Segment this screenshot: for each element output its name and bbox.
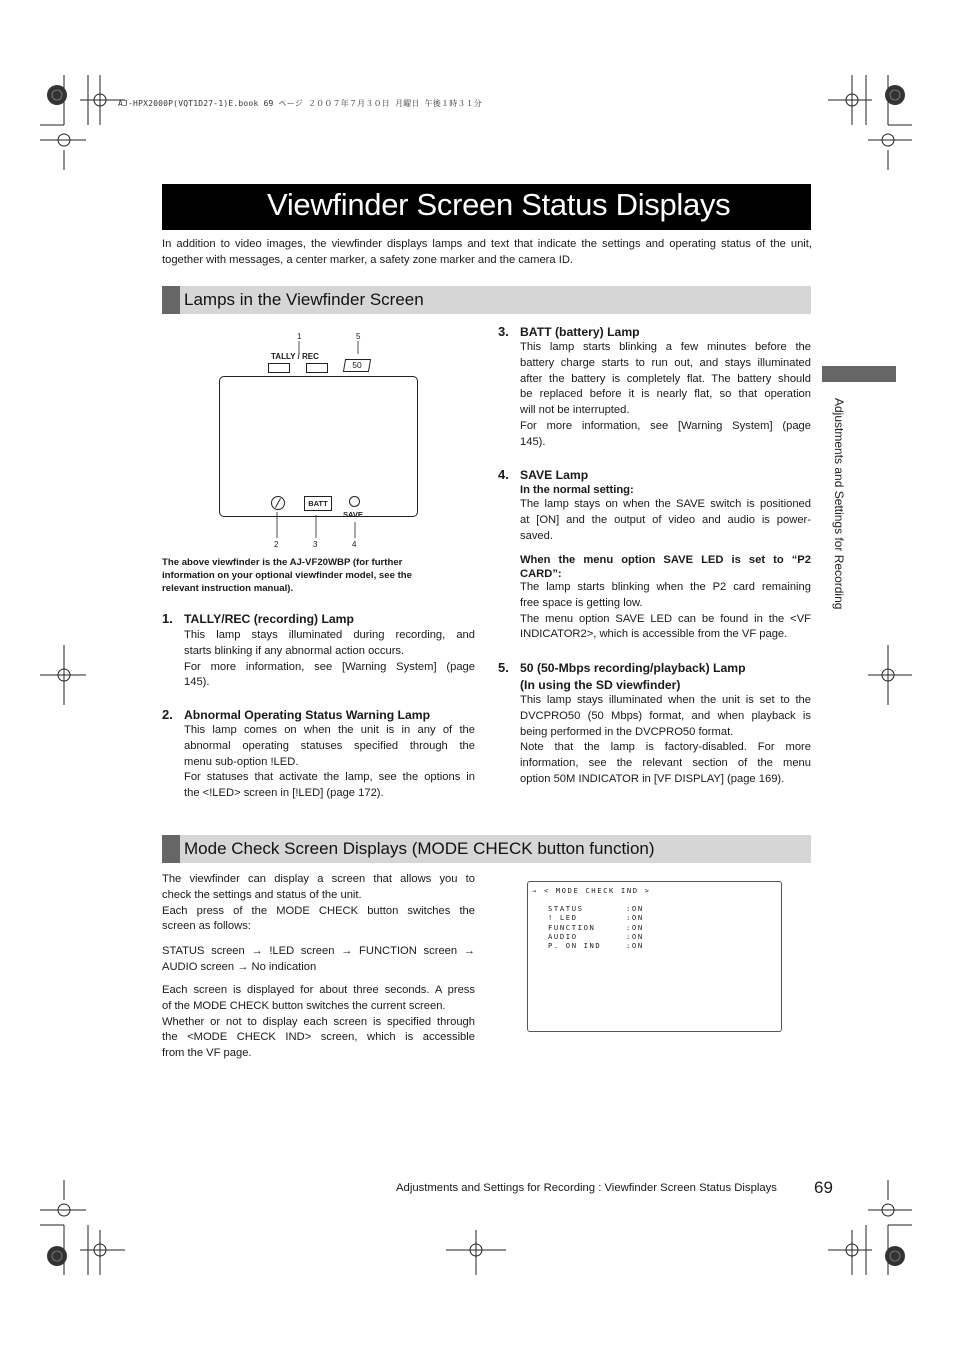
- body-line: Each press of the MODE CHECK button switches the: [162, 904, 475, 917]
- item-4-heading: SAVE Lamp: [520, 468, 589, 482]
- diagram-num-2: 2: [274, 540, 279, 549]
- tally-lamp-right: [306, 363, 328, 373]
- body-line: This lamp stays illuminated when the unit is set to the: [520, 694, 811, 706]
- screen-row-value: :ON: [626, 931, 644, 941]
- mode-check-intro: [162, 872, 475, 935]
- item-1-number: 1.: [162, 611, 173, 626]
- body-line: after the battery is completely flat. The battery should: [520, 372, 811, 385]
- side-tab-marker: [822, 366, 896, 382]
- body-line: For more information, see [Warning System] (page: [184, 660, 475, 673]
- item-4-body-1: [520, 497, 811, 544]
- diagram-num-5: 5: [356, 332, 361, 341]
- body-line: starts blinking if any abnormal action occurs.: [184, 644, 405, 657]
- body-line: of the MODE CHECK button switches the current screen.: [162, 999, 446, 1012]
- page-number: 69: [814, 1178, 833, 1197]
- body-line: This lamp starts blinking a few minutes before the: [520, 341, 811, 353]
- tally-lamp-left: [268, 363, 290, 373]
- body-line: 145).: [520, 435, 546, 448]
- body-line: be replaced before it is nearly flat, so that operation: [520, 388, 811, 401]
- caption-line: information on your optional viewfinder model, see the: [162, 570, 412, 581]
- diagram-num-3: 3: [313, 540, 318, 549]
- lamp-50: [343, 359, 371, 372]
- screen-sequence: [162, 944, 475, 976]
- body-line: INDICATOR2>, which is accessible from the VF page.: [520, 628, 788, 641]
- body-line: The lamp stays on when the SAVE switch is positioned: [520, 498, 811, 510]
- section-marker: [162, 835, 180, 863]
- screen-row-label: ! LED: [548, 913, 578, 923]
- screen-row-value: :ON: [626, 913, 644, 923]
- item-3-number: 3.: [498, 324, 509, 339]
- screen-row-label: STATUS: [548, 904, 584, 913]
- body-line: 145).: [184, 676, 210, 689]
- body-line: option 50M INDICATOR in [VF DISPLAY] (page 169).: [520, 772, 785, 785]
- mode-check-details: [162, 983, 475, 1062]
- diagram-num-1: 1: [297, 332, 302, 341]
- section-heading-bar: [162, 286, 811, 314]
- item-4-number: 4.: [498, 467, 509, 482]
- save-lamp-label: SAVE: [343, 510, 363, 519]
- body-line: will not be interrupted.: [520, 404, 630, 417]
- body-line: the <MODE CHECK IND> screen, which is accessible: [162, 1031, 475, 1044]
- section-heading-mode-check: Mode Check Screen Displays (MODE CHECK button function): [184, 839, 655, 858]
- item-4-body-2: [520, 580, 811, 643]
- item-3-body: [520, 340, 811, 451]
- sequence-line: STATUS screen → !LED screen → FUNCTION screen →: [162, 945, 475, 957]
- body-line: Each screen is displayed for about three seconds. A press: [162, 984, 475, 996]
- screen-values: [626, 904, 644, 950]
- body-line: For more information, see [Warning System] (page: [520, 419, 811, 432]
- intro-paragraph: In addition to video images, the viewfinder displays lamps and text that indicate the settings and operating status of the unit, together with messages, a center marker, a safety zone marker and the camera ID.: [162, 238, 812, 266]
- screen-row-value: :ON: [626, 904, 644, 913]
- sub-line: CARD”:: [520, 568, 562, 580]
- caption-line: relevant instruction manual).: [162, 583, 294, 594]
- tally-rec-label: TALLY / REC: [271, 352, 319, 361]
- page-title-bar: [162, 184, 811, 230]
- screen-row-label: AUDIO: [548, 931, 578, 941]
- item-2-body: [184, 723, 475, 802]
- screen-row-label: FUNCTION: [548, 922, 596, 932]
- body-line: For statuses that activate the lamp, see the options in: [184, 771, 475, 784]
- screen-header: → < MODE CHECK IND >: [532, 886, 651, 895]
- caption-line: The above viewfinder is the AJ-VF20WBP (for further: [162, 557, 403, 568]
- sequence-line: AUDIO screen → No indication: [162, 960, 317, 973]
- item-5-heading: 50 (50-Mbps recording/playback) Lamp: [520, 661, 746, 675]
- item-5-number: 5.: [498, 660, 509, 675]
- diagram-leader-lines-bottom: [270, 510, 360, 542]
- mode-check-screen: [527, 881, 782, 1032]
- footer-text: Adjustments and Settings for Recording : Viewfinder Screen Status Displays: [396, 1182, 777, 1194]
- item-5-body: [520, 693, 811, 788]
- body-line: This lamp stays illuminated during recording, and: [184, 629, 475, 641]
- item-5-heading-2: (In using the SD viewfinder): [520, 678, 681, 692]
- section-heading-bar: [162, 835, 811, 863]
- body-line: Whether or not to display each screen is specified through: [162, 1015, 475, 1028]
- body-line: information, see the relevant section of the menu: [520, 757, 811, 770]
- item-4-sub-p2card: [520, 553, 811, 581]
- diagram-num-4: 4: [352, 540, 357, 549]
- body-line: The viewfinder can display a screen that allows you to: [162, 873, 475, 885]
- item-4-sub-normal: In the normal setting:: [520, 484, 634, 496]
- body-line: menu sub-option !LED.: [184, 755, 299, 768]
- screen-row-label: P. ON IND: [548, 941, 602, 951]
- section-heading-lamps: Lamps in the Viewfinder Screen: [184, 290, 424, 309]
- body-line: battery charge starts to run out, and stays illuminated: [520, 356, 811, 369]
- save-lamp-icon: [348, 495, 362, 509]
- screen-labels: [548, 904, 601, 950]
- print-header: AJ-HPX2000P(VQT1D27-1)E.book 69 ページ ２００７年７月３０日 月曜日 午後１時３１分: [118, 99, 483, 108]
- lamp-50-label: 50: [352, 360, 362, 370]
- side-tab-text: Adjustments and Settings for Recording: [832, 398, 846, 610]
- body-line: This lamp comes on when the unit is in any of the: [184, 724, 475, 736]
- body-line: from the VF page.: [162, 1047, 252, 1060]
- item-1-body: [184, 628, 475, 691]
- item-3-heading: BATT (battery) Lamp: [520, 325, 640, 339]
- item-1-heading: TALLY/REC (recording) Lamp: [184, 612, 354, 626]
- item-2-heading: Abnormal Operating Status Warning Lamp: [184, 708, 431, 722]
- side-tab-label: [832, 398, 846, 638]
- sub-line: When the menu option SAVE LED is set to “P2: [520, 554, 811, 566]
- body-line: at [ON] and the output of video and audio is power-: [520, 513, 811, 526]
- body-line: The lamp starts blinking when the P2 card remaining: [520, 581, 811, 593]
- body-line: check the settings and status of the unit.: [162, 888, 362, 901]
- body-line: free space is getting low.: [520, 596, 643, 609]
- body-line: the <!LED> screen in [!LED] (page 172).: [184, 787, 384, 800]
- diagram-caption: [162, 556, 482, 595]
- body-line: DVCPRO50 (50 Mbps) format, and when playback is: [520, 709, 811, 722]
- body-line: saved.: [520, 529, 553, 542]
- item-2-number: 2.: [162, 707, 173, 722]
- body-line: The menu option SAVE LED can be found in the <VF: [520, 612, 811, 625]
- body-line: screen as follows:: [162, 920, 251, 933]
- body-line: being performed in the DVCPRO50 format.: [520, 725, 734, 738]
- body-line: abnormal operating statuses specified through the: [184, 739, 475, 752]
- batt-lamp: BATT: [304, 496, 332, 511]
- screen-row-value: :ON: [626, 922, 644, 932]
- page-title: Viewfinder Screen Status Displays: [267, 187, 731, 222]
- body-line: Note that the lamp is factory-disabled. For more: [520, 741, 811, 754]
- screen-row-value: :ON: [626, 941, 644, 951]
- section-marker: [162, 286, 180, 314]
